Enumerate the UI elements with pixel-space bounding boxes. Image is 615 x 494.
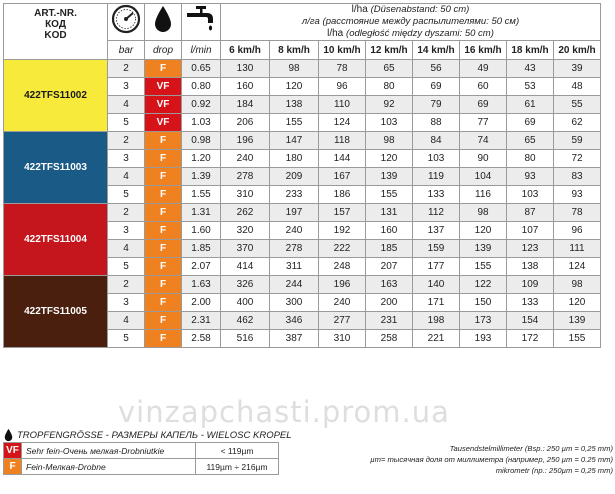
micrometer-notes (313, 443, 613, 476)
pressure-cell: 3 (108, 294, 145, 312)
rate-cell: 65 (507, 132, 554, 150)
legend-row-f (4, 459, 279, 475)
rate-cell: 160 (366, 222, 413, 240)
rate-cell: 107 (507, 222, 554, 240)
rate-cell: 196 (319, 276, 366, 294)
rate-cell: 516 (221, 330, 270, 348)
rate-cell: 93 (507, 168, 554, 186)
rate-cell: 83 (554, 168, 601, 186)
flow-cell: 2.31 (182, 312, 221, 330)
table-row (4, 132, 601, 150)
speed-header: 14 km/h (413, 41, 460, 60)
rate-cell: 144 (319, 150, 366, 168)
rate-cell: 244 (270, 276, 319, 294)
rate-cell: 78 (319, 60, 366, 78)
rate-cell: 109 (507, 276, 554, 294)
flow-cell: 1.03 (182, 114, 221, 132)
rate-cell: 462 (221, 312, 270, 330)
pressure-cell: 2 (108, 204, 145, 222)
rate-cell: 326 (221, 276, 270, 294)
rate-cell: 320 (221, 222, 270, 240)
pressure-cell: 2 (108, 276, 145, 294)
rate-cell: 110 (319, 96, 366, 114)
faucet-icon (185, 4, 217, 34)
rate-cell: 167 (319, 168, 366, 186)
rate-cell: 278 (270, 240, 319, 258)
rate-cell: 311 (270, 258, 319, 276)
rate-cell: 120 (554, 294, 601, 312)
rate-cell: 39 (554, 60, 601, 78)
rate-cell: 163 (366, 276, 413, 294)
rate-cell: 240 (319, 294, 366, 312)
flow-cell: 2.58 (182, 330, 221, 348)
note-pl: mikrometr (np.: 250µm = 0,25 mm) (495, 466, 613, 475)
rate-cell: 262 (221, 204, 270, 222)
drop-size-badge: F (145, 258, 182, 276)
drop-size-badge: VF (145, 96, 182, 114)
rate-cell: 111 (554, 240, 601, 258)
rate-cell: 400 (221, 294, 270, 312)
rate-cell: 120 (270, 78, 319, 96)
flow-cell: 2.07 (182, 258, 221, 276)
title-line1-main: l/ha (351, 4, 368, 15)
rate-cell: 96 (319, 78, 366, 96)
rate-cell: 96 (554, 222, 601, 240)
unit-drop: drop (145, 41, 182, 60)
art-nr-label-ru: КОД (45, 19, 66, 30)
art-nr-label-pl: KOD (44, 30, 67, 41)
rate-cell: 140 (413, 276, 460, 294)
rate-cell: 258 (366, 330, 413, 348)
title-line2-note: (расстояние между распылителями: 50 см) (322, 16, 520, 27)
rate-cell: 154 (507, 312, 554, 330)
rate-cell: 120 (366, 150, 413, 168)
flow-cell: 1.39 (182, 168, 221, 186)
rate-cell: 112 (413, 204, 460, 222)
rate-cell: 346 (270, 312, 319, 330)
pressure-cell: 3 (108, 222, 145, 240)
unit-bar: bar (108, 41, 145, 60)
drop-size-badge: F (145, 150, 182, 168)
rate-cell: 310 (221, 186, 270, 204)
pressure-cell: 4 (108, 96, 145, 114)
rate-cell: 74 (460, 132, 507, 150)
rate-cell: 116 (460, 186, 507, 204)
drop-size-badge: F (145, 222, 182, 240)
pressure-cell: 5 (108, 258, 145, 276)
rate-cell: 87 (507, 204, 554, 222)
title-line3-main: l/ha (327, 28, 344, 39)
pressure-cell: 3 (108, 78, 145, 96)
rate-cell: 310 (319, 330, 366, 348)
rate-cell: 122 (460, 276, 507, 294)
legend-title (3, 428, 292, 442)
speed-header: 12 km/h (366, 41, 413, 60)
legend-size-f: 119µm ÷ 216µm (196, 459, 279, 475)
rate-cell: 177 (413, 258, 460, 276)
rate-cell: 207 (366, 258, 413, 276)
rate-cell: 133 (507, 294, 554, 312)
rate-cell: 90 (460, 150, 507, 168)
rate-cell: 98 (554, 276, 601, 294)
rate-cell: 61 (507, 96, 554, 114)
rate-cell: 60 (460, 78, 507, 96)
note-de: Tausendstelmillimeter (Bsp.: 250 µm = 0,25 mm) (449, 444, 613, 453)
rate-cell: 278 (221, 168, 270, 186)
rate-cell: 79 (413, 96, 460, 114)
rate-cell: 69 (507, 114, 554, 132)
rate-cell: 139 (460, 240, 507, 258)
title-line2-main: л/га (301, 16, 320, 27)
pressure-cell: 4 (108, 168, 145, 186)
rate-cell: 209 (270, 168, 319, 186)
pressure-cell: 2 (108, 132, 145, 150)
rate-cell: 88 (413, 114, 460, 132)
rate-cell: 103 (413, 150, 460, 168)
rate-cell: 277 (319, 312, 366, 330)
flow-cell: 0.65 (182, 60, 221, 78)
rate-cell: 159 (413, 240, 460, 258)
table-row (4, 276, 601, 294)
rate-cell: 93 (554, 186, 601, 204)
rate-cell: 184 (221, 96, 270, 114)
rate-cell: 62 (554, 114, 601, 132)
pressure-cell: 2 (108, 60, 145, 78)
rate-cell: 131 (366, 204, 413, 222)
rate-cell: 155 (270, 114, 319, 132)
rate-cell: 77 (460, 114, 507, 132)
rate-cell: 133 (413, 186, 460, 204)
rate-cell: 147 (270, 132, 319, 150)
flow-cell: 1.20 (182, 150, 221, 168)
rate-cell: 130 (221, 60, 270, 78)
rate-cell: 92 (366, 96, 413, 114)
rate-cell: 155 (366, 186, 413, 204)
rate-cell: 80 (366, 78, 413, 96)
rate-cell: 180 (270, 150, 319, 168)
rate-cell: 138 (270, 96, 319, 114)
drop-size-badge: F (145, 276, 182, 294)
rate-cell: 206 (221, 114, 270, 132)
pressure-cell: 4 (108, 312, 145, 330)
rate-cell: 192 (319, 222, 366, 240)
nozzle-code: 422TFS11003 (4, 132, 108, 204)
rate-cell: 196 (221, 132, 270, 150)
pressure-cell: 3 (108, 150, 145, 168)
drop-size-badge: F (145, 186, 182, 204)
rate-cell: 123 (507, 240, 554, 258)
rate-cell: 248 (319, 258, 366, 276)
rate-cell: 139 (554, 312, 601, 330)
flow-cell: 0.80 (182, 78, 221, 96)
pressure-gauge-header (108, 4, 145, 41)
rate-cell: 155 (460, 258, 507, 276)
rate-cell: 171 (413, 294, 460, 312)
drop-size-badge: F (145, 60, 182, 78)
flow-cell: 1.55 (182, 186, 221, 204)
rate-cell: 84 (413, 132, 460, 150)
speed-header: 18 km/h (507, 41, 554, 60)
legend-code-f: F (4, 459, 22, 475)
speed-header: 6 km/h (221, 41, 270, 60)
rate-cell: 98 (460, 204, 507, 222)
legend-size-vf: < 119µm (196, 443, 279, 459)
rate-cell: 65 (366, 60, 413, 78)
art-nr-label-de: ART.-NR. (34, 8, 77, 19)
table-row (4, 60, 601, 78)
legend-table (3, 442, 279, 475)
rate-cell: 160 (221, 78, 270, 96)
table-row (4, 204, 601, 222)
drop-size-badge: F (145, 240, 182, 258)
rate-cell: 104 (460, 168, 507, 186)
rate-cell: 221 (413, 330, 460, 348)
rate-cell: 198 (413, 312, 460, 330)
rate-cell: 150 (460, 294, 507, 312)
flow-cell: 1.63 (182, 276, 221, 294)
nozzle-rate-table (3, 3, 601, 348)
rate-cell: 103 (507, 186, 554, 204)
drop-size-badge: F (145, 312, 182, 330)
drop-size-badge: F (145, 330, 182, 348)
rate-cell: 118 (319, 132, 366, 150)
pressure-cell: 5 (108, 114, 145, 132)
rate-cell: 387 (270, 330, 319, 348)
rate-cell: 240 (270, 222, 319, 240)
flow-cell: 1.31 (182, 204, 221, 222)
art-nr-header (4, 4, 108, 60)
rate-cell: 56 (413, 60, 460, 78)
flow-cell: 1.85 (182, 240, 221, 258)
legend-title-text: TROPFENGRÖSSE - РАЗМЕРЫ КАПЕЛЬ - WIELOSC KROPEL (17, 429, 292, 441)
speed-header: 20 km/h (554, 41, 601, 60)
droplet-icon (153, 4, 173, 34)
drop-size-badge: VF (145, 78, 182, 96)
rate-cell: 172 (507, 330, 554, 348)
nozzle-code: 422TFS11004 (4, 204, 108, 276)
drop-size-badge: F (145, 132, 182, 150)
flow-cell: 2.00 (182, 294, 221, 312)
flow-header (182, 4, 221, 41)
rate-cell: 233 (270, 186, 319, 204)
rate-cell: 124 (554, 258, 601, 276)
title-line3-note: (odległość między dyszami: 50 cm) (346, 28, 494, 39)
pressure-cell: 5 (108, 330, 145, 348)
rate-cell: 370 (221, 240, 270, 258)
rate-cell: 43 (507, 60, 554, 78)
pressure-gauge-icon (111, 4, 141, 34)
rate-cell: 155 (554, 330, 601, 348)
flow-cell: 1.60 (182, 222, 221, 240)
rate-cell: 48 (554, 78, 601, 96)
rate-cell: 59 (554, 132, 601, 150)
droplet-icon (3, 428, 14, 442)
drop-size-badge: F (145, 204, 182, 222)
pressure-cell: 4 (108, 240, 145, 258)
rate-cell: 186 (319, 186, 366, 204)
note-ru: µm= тысячная доля от миллиметра (например, 250 µm = 0.25 mm) (370, 455, 613, 464)
speed-header: 16 km/h (460, 41, 507, 60)
application-rate-title (221, 4, 601, 41)
rate-cell: 193 (460, 330, 507, 348)
rate-cell: 98 (270, 60, 319, 78)
flow-cell: 0.98 (182, 132, 221, 150)
rate-cell: 119 (413, 168, 460, 186)
rate-cell: 98 (366, 132, 413, 150)
drop-header (145, 4, 182, 41)
rate-cell: 72 (554, 150, 601, 168)
rate-cell: 185 (366, 240, 413, 258)
speed-header: 8 km/h (270, 41, 319, 60)
drop-size-badge: F (145, 168, 182, 186)
legend-code-vf: VF (4, 443, 22, 459)
rate-cell: 157 (319, 204, 366, 222)
rate-cell: 300 (270, 294, 319, 312)
rate-cell: 197 (270, 204, 319, 222)
unit-lmin: l/min (182, 41, 221, 60)
title-line1-note: (Düsenabstand: 50 cm) (370, 4, 470, 15)
flow-cell: 0.92 (182, 96, 221, 114)
drop-size-badge: F (145, 294, 182, 312)
rate-cell: 200 (366, 294, 413, 312)
rate-cell: 78 (554, 204, 601, 222)
rate-cell: 55 (554, 96, 601, 114)
rate-cell: 49 (460, 60, 507, 78)
legend-desc-vf: Sehr fein-Очень мелкая-Drobniutkie (22, 443, 196, 459)
speed-header: 10 km/h (319, 41, 366, 60)
rate-cell: 80 (507, 150, 554, 168)
rate-cell: 69 (460, 96, 507, 114)
watermark: vinzapchasti.prom.ua (118, 395, 450, 429)
rate-cell: 414 (221, 258, 270, 276)
legend-desc-f: Fein-Мелкая-Drobne (22, 459, 196, 475)
rate-cell: 139 (366, 168, 413, 186)
rate-cell: 124 (319, 114, 366, 132)
pressure-cell: 5 (108, 186, 145, 204)
nozzle-code: 422TFS11002 (4, 60, 108, 132)
rate-cell: 240 (221, 150, 270, 168)
rate-cell: 103 (366, 114, 413, 132)
rate-cell: 120 (460, 222, 507, 240)
rate-cell: 53 (507, 78, 554, 96)
rate-cell: 137 (413, 222, 460, 240)
rate-cell: 69 (413, 78, 460, 96)
nozzle-code: 422TFS11005 (4, 276, 108, 348)
rate-cell: 231 (366, 312, 413, 330)
legend-row-vf (4, 443, 279, 459)
rate-cell: 222 (319, 240, 366, 258)
rate-cell: 138 (507, 258, 554, 276)
rate-cell: 173 (460, 312, 507, 330)
drop-size-badge: VF (145, 114, 182, 132)
